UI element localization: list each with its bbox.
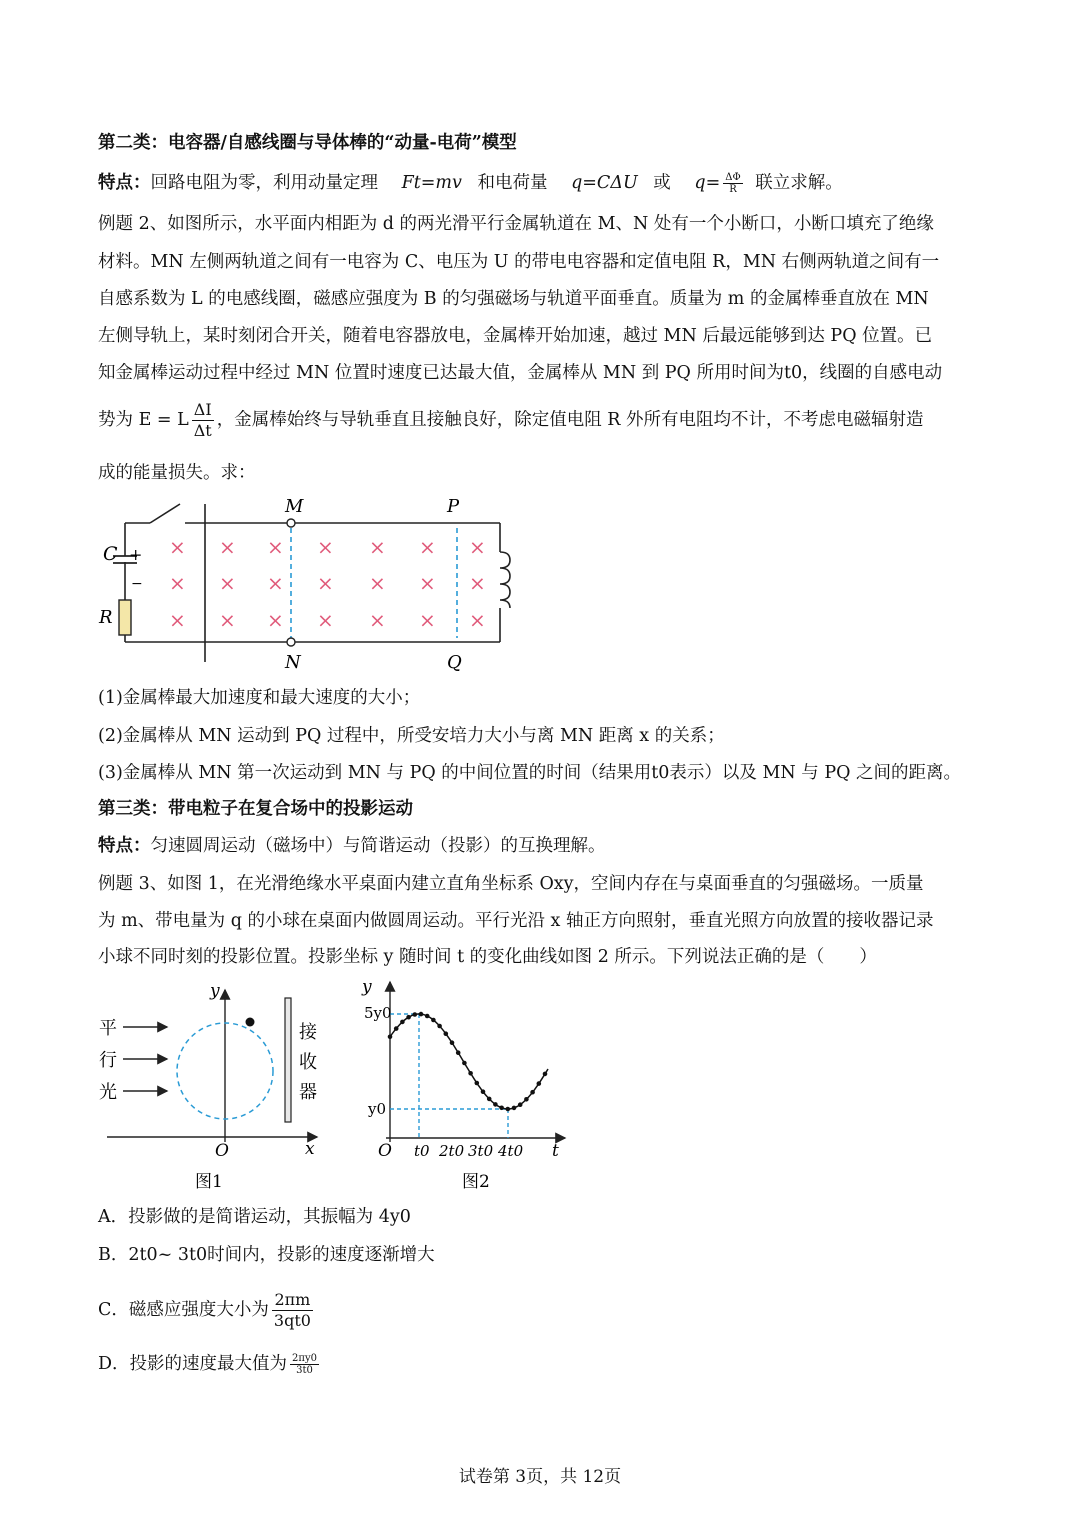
option-c-denominator: 3qt0	[273, 1311, 311, 1330]
option-b: B．2t0~ 3t0时间内，投影的速度逐渐增大	[98, 1245, 435, 1265]
curve-point	[450, 1040, 455, 1045]
label-plus: +	[129, 545, 143, 564]
example2-line: 材料。MN 左侧两轨道之间有一电容为 C、电压为 U 的带电电容器和定值电阻 R，MN 右侧两轨道之间有一	[98, 252, 940, 272]
feature-label: 特点：	[98, 836, 151, 856]
example2-line: 例题 2、如图所示，水平面内相距为 d 的两光滑平行金属轨道在 M、N 处有一个小断口，小断口填充了绝缘	[98, 214, 934, 234]
curve-point	[543, 1072, 548, 1077]
option-d-denominator: 3t0	[296, 1365, 313, 1376]
feature-label: 特点：	[98, 173, 151, 193]
curve-point	[493, 1102, 498, 1107]
label-M: M	[285, 496, 304, 517]
field-mark: ×	[469, 535, 486, 559]
field-mark: ×	[317, 571, 334, 595]
emf-equation-lhs: 势为 E = L	[98, 410, 189, 430]
curve-point	[487, 1097, 492, 1102]
field-mark: ×	[369, 608, 386, 632]
light-label-3: 光	[99, 1082, 117, 1103]
curve-point	[537, 1081, 542, 1086]
option-d-fraction	[290, 1353, 319, 1376]
question-1: (1)金属棒最大加速度和最大速度的大小；	[98, 688, 421, 708]
section2-feature	[98, 172, 843, 195]
fig2-label-5y0: 5y0	[364, 1004, 392, 1022]
example2-line: 成的能量损失。求：	[98, 463, 256, 483]
receiver-label-1: 接	[299, 1022, 317, 1043]
fig2-axis-t: t	[552, 1141, 559, 1161]
curve-point	[444, 1031, 449, 1036]
field-mark: ×	[469, 608, 486, 632]
flux-equation-lhs: q=	[694, 173, 721, 193]
field-mark: ×	[469, 571, 486, 595]
curve-point	[394, 1026, 399, 1031]
field-mark: ×	[169, 535, 186, 559]
curve-point	[468, 1071, 473, 1076]
curve-point	[437, 1024, 442, 1029]
curve-point	[456, 1050, 461, 1055]
curve-point	[524, 1097, 529, 1102]
curve-point	[481, 1089, 486, 1094]
label-C: C	[103, 543, 118, 565]
field-mark: ×	[267, 608, 284, 632]
receiver-label-3: 器	[299, 1082, 317, 1103]
receiver-label-2: 收	[299, 1052, 317, 1073]
section3-heading: 第三类：带电粒子在复合场中的投影运动	[98, 799, 413, 819]
fig1-axis-x: x	[305, 1139, 315, 1159]
momentum-equation: Ft=mv	[401, 173, 462, 193]
example3-line: 为 m、带电量为 q 的小球在桌面内做圆周运动。平行光沿 x 轴正方向照射，垂直光照方向放置的接收器记录	[98, 911, 934, 931]
curve-point	[462, 1061, 467, 1066]
emf-denominator: Δt	[193, 421, 212, 440]
field-mark: ×	[267, 571, 284, 595]
field-mark: ×	[419, 535, 436, 559]
charge-equation: q=CΔU	[571, 173, 638, 193]
curve-point	[406, 1015, 411, 1020]
label-N: N	[285, 652, 301, 673]
light-label-2: 行	[99, 1050, 117, 1071]
curve-point	[431, 1018, 436, 1023]
field-mark: ×	[169, 571, 186, 595]
feature-text: 回路电阻为零，利用动量定理	[150, 173, 378, 193]
fig2-tick-4t0: 4t0	[498, 1142, 524, 1160]
feature-text: 和电荷量	[477, 173, 548, 193]
feature-text: 联立求解。	[755, 173, 843, 193]
emf-numerator: ΔI	[192, 400, 214, 421]
curve-point	[518, 1102, 523, 1107]
curve-point	[475, 1081, 480, 1086]
section2-heading: 第二类：电容器/自感线圈与导体棒的“动量-电荷”模型	[98, 133, 517, 153]
field-mark: ×	[267, 535, 284, 559]
field-mark: ×	[219, 571, 236, 595]
label-minus: −	[131, 576, 143, 592]
example2-line	[98, 400, 924, 441]
field-mark: ×	[169, 608, 186, 632]
label-Q: Q	[447, 652, 462, 673]
page-footer: 试卷第 3页，共 12页	[458, 1467, 622, 1487]
fig1-caption: 图1	[195, 1172, 223, 1192]
label-R: R	[99, 607, 113, 628]
field-mark: ×	[369, 535, 386, 559]
section3-feature	[98, 835, 606, 857]
fig1-axis-y: y	[210, 982, 220, 1001]
option-c-numerator: 2πm	[272, 1290, 313, 1311]
field-mark: ×	[317, 535, 334, 559]
feature-text: 匀速圆周运动（磁场中）与简谐运动（投影）的互换理解。	[150, 836, 606, 856]
curve-point	[413, 1012, 418, 1017]
example2-line: 知金属棒运动过程中经过 MN 位置时速度已达最大值，金属棒从 MN 到 PQ 所用时间为t0，线圈的自感电动	[98, 363, 943, 383]
fig2-tick-3t0: 3t0	[468, 1142, 494, 1160]
field-mark: ×	[419, 608, 436, 632]
curve-point	[400, 1020, 405, 1025]
example3-line: 小球不同时刻的投影位置。投影坐标 y 随时间 t 的变化曲线如图 2 所示。下列说法正确的是（ ）	[98, 947, 877, 967]
question-2: (2)金属棒从 MN 运动到 PQ 过程中，所受安培力大小与离 MN 距离 x 的关系；	[98, 726, 725, 746]
flux-fraction	[723, 172, 742, 195]
fig1-origin: O	[215, 1141, 229, 1161]
question-3: (3)金属棒从 MN 第一次运动到 MN 与 PQ 的中间位置的时间（结果用t0表示）以及 MN 与 PQ 之间的距离。	[98, 763, 962, 783]
curve-point	[419, 1012, 424, 1017]
circuit-diagram	[95, 490, 525, 675]
flux-numerator: ΔΦ	[725, 172, 741, 183]
example2-text: ，金属棒始终与导轨垂直且接触良好，除定值电阻 R 外所有电阻均不计，不考虑电磁辐射造	[216, 410, 924, 430]
curve-point	[506, 1107, 511, 1112]
option-c-text: C．磁感应强度大小为	[98, 1300, 269, 1320]
option-d	[98, 1353, 322, 1376]
flux-denominator: R	[729, 184, 737, 195]
field-mark: ×	[369, 571, 386, 595]
feature-text: 或	[653, 173, 671, 193]
light-label-1: 平	[99, 1018, 117, 1039]
option-a: A．投影做的是简谐运动，其振幅为 4y0	[98, 1207, 411, 1227]
fig2-origin: O	[378, 1141, 392, 1161]
fig2-caption: 图2	[462, 1172, 490, 1192]
fig2-label-y0: y0	[368, 1100, 387, 1118]
curve-point	[425, 1014, 430, 1019]
curve-point	[530, 1090, 535, 1095]
label-P: P	[447, 496, 460, 517]
fig2-axis-y: y	[362, 978, 372, 997]
example2-line: 自感系数为 L 的电感线圈，磁感应强度为 B 的匀强磁场与轨道平面垂直。质量为 m 的金属棒垂直放在 MN	[98, 289, 929, 309]
curve-point	[512, 1106, 517, 1111]
figure-1-diagram	[95, 982, 335, 1194]
example2-line: 左侧导轨上，某时刻闭合开关，随着电容器放电，金属棒开始加速，越过 MN 后最远能够到达 PQ 位置。已	[98, 326, 933, 346]
field-mark: ×	[317, 608, 334, 632]
field-mark: ×	[219, 608, 236, 632]
curve-point	[499, 1106, 504, 1111]
fig2-tick-t0: t0	[414, 1142, 430, 1160]
fig2-tick-2t0: 2t0	[439, 1142, 465, 1160]
option-c	[98, 1290, 316, 1331]
example3-line: 例题 3、如图 1，在光滑绝缘水平桌面内建立直角坐标系 Oxy，空间内存在与桌面垂直的匀强磁场。一质量	[98, 874, 924, 894]
option-c-fraction	[272, 1290, 313, 1331]
option-d-numerator: 2πy0	[292, 1353, 317, 1364]
field-mark: ×	[219, 535, 236, 559]
option-d-text: D．投影的速度最大值为	[98, 1354, 288, 1374]
curve-point	[388, 1035, 393, 1040]
figure-2-chart	[360, 978, 570, 1194]
emf-fraction	[192, 400, 214, 441]
field-mark: ×	[419, 571, 436, 595]
